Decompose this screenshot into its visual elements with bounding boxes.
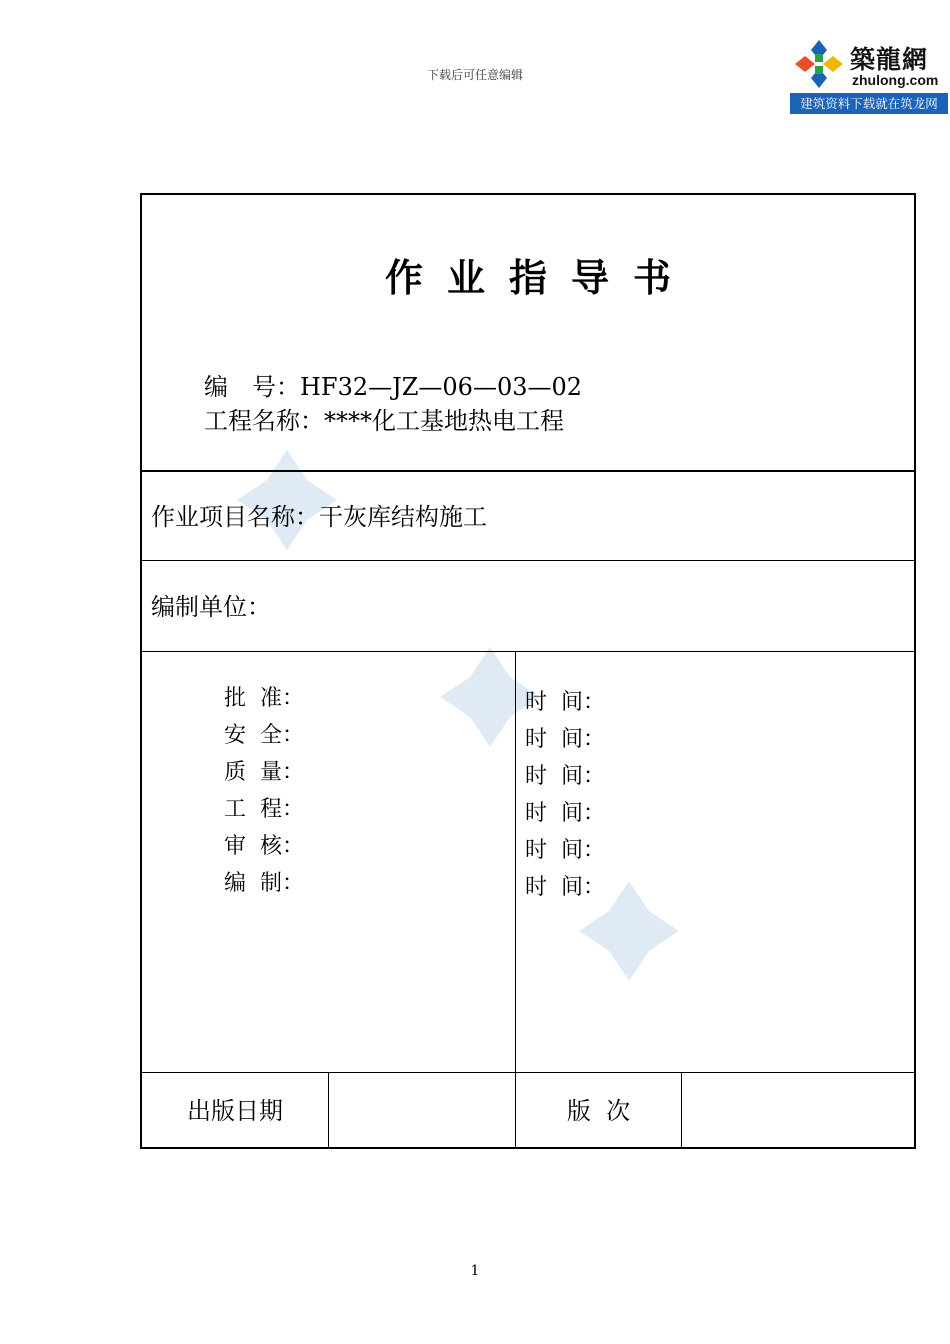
- review-label: 审 核：: [224, 834, 304, 859]
- compile-unit: 编制单位：: [151, 593, 271, 621]
- time-label: 时 间：: [525, 690, 605, 715]
- logo-slogan: 建筑资料下载就在筑龙网: [790, 93, 948, 114]
- time-label: 时 间：: [525, 801, 605, 826]
- zhulong-logo: [790, 36, 948, 114]
- engineering-label: 工 程：: [224, 797, 304, 822]
- document-number: 编 号：HF32—JZ—06—03—02: [204, 373, 583, 401]
- work-item-name: 作业项目名称：干灰库结构施工: [151, 503, 487, 531]
- safety-label: 安 全：: [224, 723, 304, 748]
- instruction-form: [140, 193, 916, 1149]
- approve-label: 批 准：: [224, 686, 304, 711]
- form-title: 作业指导书: [384, 256, 695, 300]
- logo-domain: zhulong.com: [852, 72, 939, 88]
- row-divider: [142, 560, 914, 561]
- logo-chinese-name: 築龍網: [850, 45, 929, 74]
- project-name: 工程名称：****化工基地热电工程: [204, 407, 564, 435]
- compile-label: 编 制：: [224, 871, 304, 896]
- time-label: 时 间：: [525, 764, 605, 789]
- publish-date-value: [329, 1073, 515, 1149]
- zhulong-logo-icon: [793, 38, 845, 90]
- quality-label: 质 量：: [224, 760, 304, 785]
- header-note: 下载后可任意编辑: [426, 68, 523, 82]
- time-label: 时 间：: [525, 727, 605, 752]
- page-number: 1: [470, 1263, 480, 1279]
- time-label: 时 间：: [525, 875, 605, 900]
- row-divider: [142, 651, 914, 652]
- version-value: [682, 1073, 914, 1149]
- row-divider: [142, 470, 914, 472]
- publish-date-label: 出版日期: [187, 1097, 283, 1125]
- column-divider: [515, 651, 516, 1072]
- time-label: 时 间：: [525, 838, 605, 863]
- version-label: 版 次: [566, 1097, 631, 1125]
